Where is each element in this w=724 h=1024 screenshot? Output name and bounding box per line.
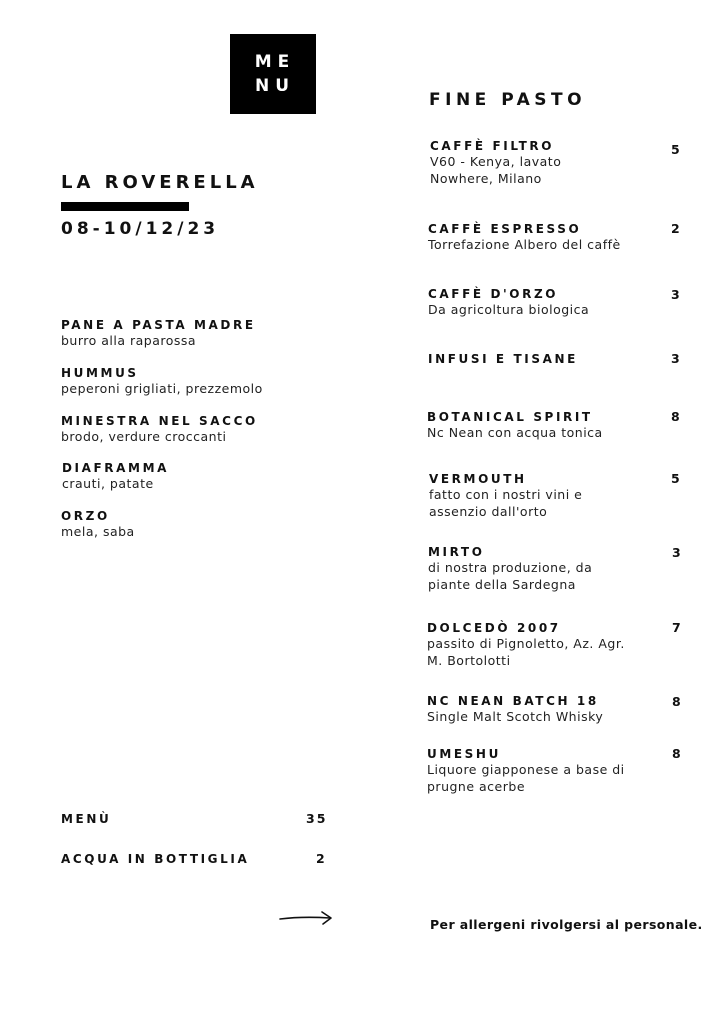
menu-item-desc: burro alla raparossa (61, 333, 197, 348)
drink-price: 5 (671, 142, 682, 157)
drink-price: 3 (672, 545, 683, 560)
section-title: FINE PASTO (429, 90, 587, 110)
menu-item (62, 462, 169, 492)
drink-name: CAFFÈ D'ORZO (428, 287, 559, 301)
menu-item-desc: crauti, patate (62, 476, 154, 491)
drink-price: 5 (671, 471, 682, 486)
drink-desc: Da agricoltura biologica (428, 302, 590, 317)
pricing-name: ACQUA IN BOTTIGLIA (61, 852, 250, 866)
allergen-note: Per allergeni rivolgersi al personale. (430, 917, 703, 932)
logo-line-1: ME (254, 52, 296, 72)
drink-item (427, 694, 603, 725)
menu-logo (230, 34, 316, 114)
drink-name: MIRTO (428, 545, 485, 559)
drink-desc: piante della Sardegna (428, 577, 576, 592)
drink-price: 2 (671, 221, 682, 236)
drink-desc: passito di Pignoletto, Az. Agr. (427, 636, 625, 651)
drink-desc: prugne acerbe (427, 779, 526, 794)
menu-item-name: ORZO (61, 509, 110, 523)
drink-price: 3 (671, 351, 682, 366)
drink-desc: M. Bortolotti (427, 653, 511, 668)
menu-item (61, 414, 258, 445)
drink-desc: Nowhere, Milano (430, 171, 542, 186)
drink-item (428, 352, 578, 366)
drink-desc: Nc Nean con acqua tonica (427, 425, 603, 440)
drink-desc: Torrefazione Albero del caffè (428, 237, 621, 252)
pricing-price: 2 (316, 851, 327, 866)
event-date: 08-10/12/23 (61, 219, 220, 239)
drink-name: CAFFÈ ESPRESSO (428, 222, 582, 236)
drink-name: VERMOUTH (429, 472, 527, 486)
drink-name: BOTANICAL SPIRIT (427, 410, 593, 424)
drink-item (427, 621, 625, 669)
drink-name: CAFFÈ FILTRO (430, 139, 555, 153)
menu-item (61, 318, 256, 349)
drink-price: 8 (671, 409, 682, 424)
drink-price: 3 (671, 287, 682, 302)
menu-item-name: MINESTRA NEL SACCO (61, 414, 258, 428)
drink-item (430, 139, 561, 187)
menu-item-name: HUMMUS (61, 366, 139, 380)
drink-desc: V60 - Kenya, lavato (430, 154, 562, 169)
menu-item (61, 366, 263, 397)
drink-name: UMESHU (427, 747, 501, 761)
menu-item (61, 509, 135, 540)
drink-desc: Single Malt Scotch Whisky (427, 709, 604, 724)
drink-item (428, 222, 621, 253)
menu-item-desc: mela, saba (61, 524, 135, 539)
drink-desc: di nostra produzione, da (428, 560, 593, 575)
logo-line-2: NU (254, 76, 296, 96)
drink-price: 8 (672, 746, 683, 761)
menu-item-desc: brodo, verdure croccanti (61, 429, 227, 444)
pricing-price: 35 (306, 811, 328, 826)
drink-desc: Liquore giapponese a base di (427, 762, 625, 777)
arrow-right-icon (278, 908, 336, 932)
drink-name: INFUSI E TISANE (428, 352, 578, 366)
drink-item (427, 410, 603, 441)
restaurant-name: LA ROVERELLA (61, 172, 259, 193)
title-underline (61, 202, 189, 211)
menu-item-name: DIAFRAMMA (62, 461, 170, 475)
pricing-name: MENÙ (61, 812, 112, 826)
menu-item-name: PANE A PASTA MADRE (61, 318, 256, 332)
drink-desc: fatto con i nostri vini e (429, 487, 583, 502)
drink-price: 7 (672, 620, 683, 635)
drink-name: NC NEAN BATCH 18 (427, 694, 599, 708)
drink-item (427, 747, 625, 795)
drink-desc: assenzio dall'orto (429, 504, 548, 519)
drink-name: DOLCEDÒ 2007 (427, 621, 561, 635)
drink-item (428, 287, 589, 318)
drink-item (429, 472, 582, 520)
drink-item (428, 545, 592, 593)
drink-price: 8 (672, 694, 683, 709)
menu-item-desc: peperoni grigliati, prezzemolo (61, 381, 263, 396)
